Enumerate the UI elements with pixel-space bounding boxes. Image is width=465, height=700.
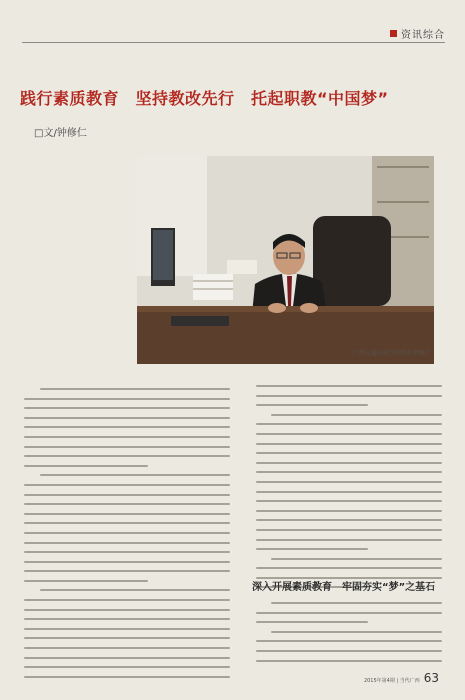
text-line (256, 423, 442, 425)
text-line (24, 609, 230, 611)
text-line (256, 404, 368, 406)
text-line (24, 522, 230, 524)
text-line (40, 388, 230, 390)
text-line (24, 436, 230, 438)
text-line (256, 548, 368, 550)
text-line (40, 474, 230, 476)
text-line (24, 666, 230, 668)
text-line (24, 484, 230, 486)
text-line (256, 660, 442, 662)
text-line (271, 558, 442, 560)
text-line (24, 580, 148, 582)
text-line (256, 385, 442, 387)
text-line (24, 532, 230, 534)
text-line (24, 618, 230, 620)
text-line (24, 407, 230, 409)
page-number: 63 (423, 671, 439, 685)
text-line (24, 542, 230, 544)
text-line (271, 631, 442, 633)
article-headline: 践行素质教育 坚持教改先行 托起职教“中国梦” (20, 89, 389, 108)
issue-meta: 2015年第4期 | 当代广西 (363, 678, 420, 684)
text-line (256, 433, 442, 435)
text-line (24, 551, 230, 553)
text-line (24, 628, 230, 630)
text-line (24, 465, 148, 467)
body-text-column-right-upper (256, 385, 442, 596)
text-line (24, 417, 230, 419)
text-line (256, 621, 368, 623)
text-line (256, 567, 442, 569)
text-line (256, 462, 442, 464)
text-line (256, 500, 442, 502)
text-line (24, 494, 230, 496)
text-line (24, 657, 230, 659)
text-line (24, 426, 230, 428)
text-line (256, 452, 442, 454)
text-line (271, 602, 442, 604)
text-line (256, 481, 442, 483)
text-line (256, 510, 442, 512)
text-line (256, 443, 442, 445)
header-rule (22, 42, 445, 43)
article-byline: □文/钟修仁 (34, 128, 87, 139)
text-line (24, 561, 230, 563)
article-photo (137, 156, 434, 364)
text-line (24, 446, 230, 448)
page-footer (364, 671, 439, 685)
text-line (256, 612, 442, 614)
text-line (24, 570, 230, 572)
text-line (24, 599, 230, 601)
photo-caption: 广西交通技师学院院长钟修仁 (352, 350, 431, 357)
text-line (256, 519, 442, 521)
text-line (40, 589, 230, 591)
office-portrait-illustration (137, 156, 434, 364)
text-line (24, 503, 230, 505)
text-line (256, 640, 442, 642)
text-line (271, 414, 442, 416)
text-line (24, 513, 230, 515)
text-line (24, 647, 230, 649)
text-line (256, 539, 442, 541)
text-line (256, 395, 442, 397)
section-square-icon (390, 30, 397, 37)
text-line (24, 398, 230, 400)
text-line (256, 491, 442, 493)
text-line (256, 471, 442, 473)
body-text-column-left-lower (24, 388, 230, 685)
text-line (256, 529, 442, 531)
text-line (24, 455, 230, 457)
text-line (24, 637, 230, 639)
body-text-column-right-lower (256, 602, 442, 669)
text-line (256, 650, 442, 652)
section-tag (390, 26, 445, 41)
text-line (24, 676, 230, 678)
section-label: 资讯综合 (401, 30, 445, 41)
article-subheading: 深入开展素质教育 牢固夯实“梦”之基石 (252, 582, 436, 593)
